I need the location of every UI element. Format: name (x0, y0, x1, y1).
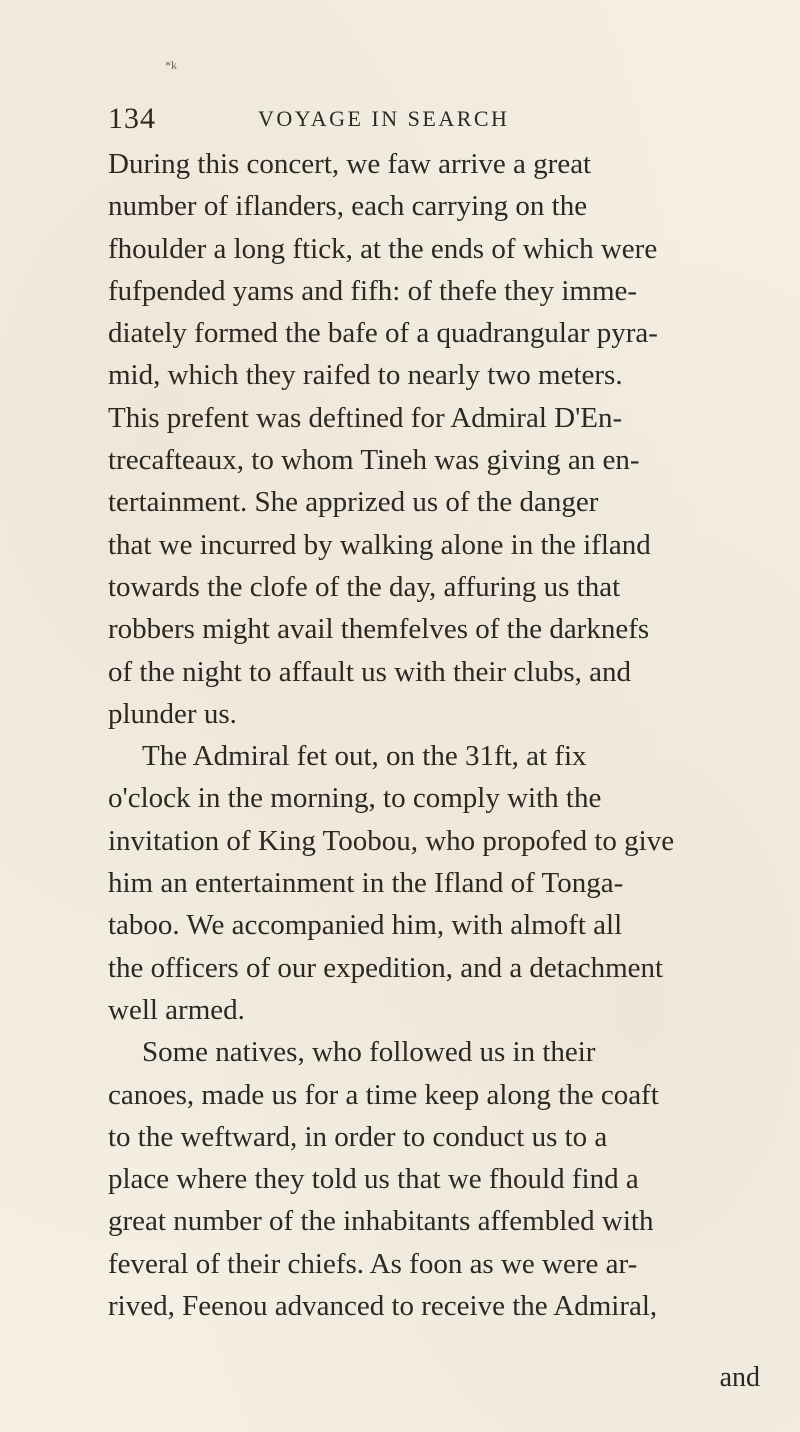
text-line: canoes, made us for a time keep along the coaft (108, 1078, 659, 1111)
text-line: of the night to affault us with their clubs, and (108, 655, 631, 688)
text-line: mid, which they raifed to nearly two meters. (108, 359, 623, 392)
text-line: well armed. (108, 993, 245, 1026)
stray-mark: *k (165, 58, 177, 72)
text-line: great number of the inhabitants affembled with (108, 1205, 654, 1238)
text-line: the officers of our expedition, and a detachment (108, 951, 664, 984)
text-line: This prefent was deftined for Admiral D'En- (108, 401, 623, 434)
text-line: tertainment. She apprized us of the danger (108, 486, 599, 519)
text-line: taboo. We accompanied him, with almoft all (108, 909, 623, 942)
text-line: rived, Feenou advanced to receive the Admiral, (108, 1290, 658, 1323)
paragraph-start-line: The Admiral fet out, on the 31ft, at fix (142, 740, 587, 773)
text-line: plunder us. (108, 697, 237, 730)
text-line: to the weftward, in order to conduct us to a (108, 1120, 608, 1153)
paragraph-start-line: Some natives, who followed us in their (142, 1036, 596, 1069)
text-line: diately formed the bafe of a quadrangular pyra- (108, 317, 658, 350)
text-line: him an entertainment in the Ifland of Tonga- (108, 867, 624, 900)
page-header (108, 102, 768, 142)
text-line: fufpended yams and fifh: of thefe they imme- (108, 274, 638, 307)
page-body (108, 143, 788, 1327)
text-line: place where they told us that we fhould find a (108, 1163, 639, 1196)
text-line: feveral of their chiefs. As foon as we were ar- (108, 1247, 638, 1280)
catchword: and (719, 1362, 760, 1393)
text-line: During this concert, we faw arrive a great (108, 148, 592, 180)
text-line: o'clock in the morning, to comply with the (108, 782, 602, 815)
text-line: number of iflanders, each carrying on the (108, 190, 588, 223)
text-line: trecafteaux, to whom Tineh was giving an en- (108, 444, 640, 477)
text-line: fhoulder a long ftick, at the ends of which were (108, 232, 658, 265)
text-line: towards the clofe of the day, affuring us that (108, 570, 621, 603)
text-line: invitation of King Toobou, who propofed to give (108, 824, 675, 857)
running-head: VOYAGE IN SEARCH (258, 106, 510, 131)
page-number: 134 (108, 102, 156, 135)
text-line: robbers might avail themfelves of the darknefs (108, 613, 650, 646)
text-line: that we incurred by walking alone in the ifland (108, 528, 651, 561)
